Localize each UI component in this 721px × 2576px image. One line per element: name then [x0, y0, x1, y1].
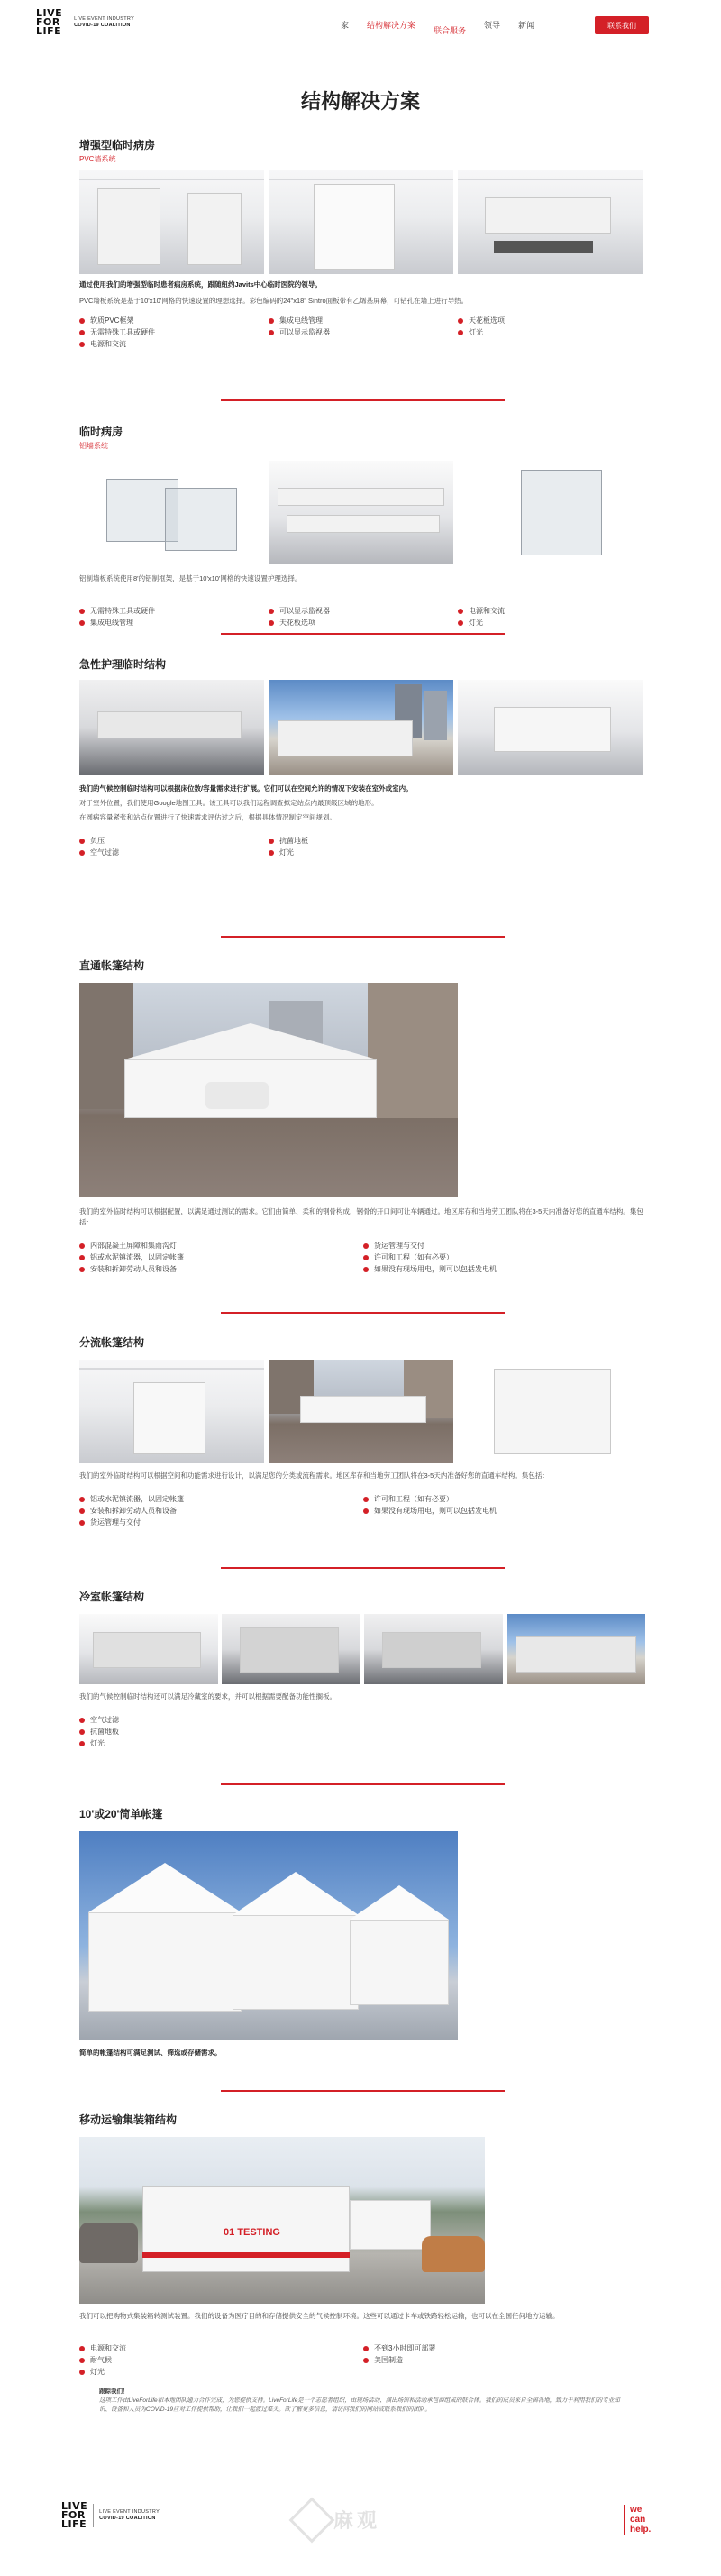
ward-image-1	[79, 170, 264, 274]
bullet-dot-icon	[269, 850, 274, 856]
list-item: 无需特殊工具或硬件	[79, 327, 269, 338]
section-paragraph: PVC墙板系统是基于10'x10'网格的快速设置的理想选择。彩色编码的24"x18" Sintro面板带有乙烯基屏幕，可钻孔在墙上进行导热。	[79, 297, 469, 305]
list-item: 货运管理与交付	[363, 1241, 647, 1251]
bullet-dot-icon	[79, 2346, 85, 2351]
section-paragraph: 在圆病容量紧张和站点位置进行了快速需求评估过之后，根据具体情况制定空间规划。	[79, 813, 336, 821]
logo-divider	[93, 2504, 94, 2527]
section-subtitle: 铝墙系统	[79, 442, 108, 450]
bullet-dot-icon	[363, 2346, 369, 2351]
list-item: 集成电线管理	[269, 316, 458, 326]
section-paragraph: 我们的室外临时结构可以根据配置，以满足通过测试的需求。它们由简单、柔和的钢骨构成，钢骨的开口间可让车辆通过。地区库存和当地劳工团队将在3-5天内准备好您的直通车结构。集包括：	[79, 1207, 643, 1226]
bullet-dot-icon	[363, 1255, 369, 1260]
bullet-dot-icon	[458, 318, 463, 324]
ward-image-2	[269, 170, 453, 274]
section-paragraph: 通过使用我们的增强型临时患者病房系统，跟随纽约Javits中心临时医院的领导。	[79, 280, 322, 289]
site-header	[0, 0, 721, 52]
list-item: 灯光	[79, 1738, 363, 1749]
list-item: 灯光	[79, 2367, 363, 2378]
section-mobile-container	[79, 2112, 647, 2378]
nav-home[interactable]: 家	[341, 21, 350, 30]
cold-room-image-4	[507, 1614, 645, 1684]
list-item: 如果没有现场用电，则可以包括发电机	[363, 1264, 647, 1275]
bullet-dot-icon	[458, 620, 463, 626]
list-item: 灯光	[269, 848, 458, 858]
footer-logo-tagline: LIVE EVENT INDUSTRY COVID-19 COALITION	[99, 2509, 160, 2521]
section-enhanced-ward	[79, 137, 647, 350]
list-item: 内部混凝土屏障和集雨沟灯	[79, 1241, 363, 1251]
feature-list	[79, 1494, 647, 1528]
nav-news[interactable]: 新闻	[518, 21, 535, 30]
section-divider	[221, 1312, 505, 1314]
list-item: 抗菌地板	[79, 1727, 363, 1737]
feature-list	[79, 606, 647, 628]
bullet-dot-icon	[79, 609, 85, 614]
bullet-dot-icon	[79, 1729, 85, 1735]
list-item: 集成电线管理	[79, 618, 269, 628]
footer-logo-wordmark: LIVE FOR LIFE	[61, 2500, 88, 2530]
list-item: 铝或水泥镇流器，以固定帐篷	[79, 1494, 363, 1505]
bullet-dot-icon	[269, 839, 274, 844]
list-item: 空气过滤	[79, 1715, 363, 1726]
triage-tent-image-3	[458, 1360, 643, 1463]
list-item: 不到3小时即可部署	[363, 2343, 647, 2354]
section-divider	[221, 936, 505, 938]
page-title: 结构解决方案	[300, 90, 420, 113]
list-item: 安装和拆卸劳动人员和设备	[79, 1264, 363, 1275]
bullet-dot-icon	[79, 1267, 85, 1272]
footnote-label: 跟踪我们！	[99, 2388, 129, 2395]
section-cold-room-tent	[79, 1589, 647, 1749]
bullet-dot-icon	[79, 1243, 85, 1249]
feature-list	[79, 836, 647, 858]
triage-tent-image-2	[269, 1360, 453, 1463]
ward-image-3	[458, 170, 643, 274]
nav-joint-services[interactable]: 联合服务	[434, 26, 467, 35]
nav-leadership[interactable]: 领导	[484, 21, 501, 30]
footnote-text	[99, 2388, 622, 2415]
cold-room-image-1	[79, 1614, 218, 1684]
footnote-body: 这项工作由LiveForLife和本地团队通力合作完成，为您提供支持。LiveForLife是一个志愿者组织，由现场活动、演出场馆和活动承包商组成的联合体。我们的成员来自全国各地，致力于利用我们的专业知识、设备和人员为COVID-19应对工作提供帮助，让我们一起渡过难关。欲了解更多信息，请访问我们的网站或联系我们的团队。	[99, 2397, 620, 2414]
main-nav	[341, 20, 552, 35]
list-item: 耐气候	[79, 2355, 363, 2366]
bullet-dot-icon	[269, 330, 274, 335]
list-item: 天花板选项	[458, 316, 647, 326]
bullet-dot-icon	[363, 1497, 369, 1502]
cold-room-image-3	[364, 1614, 503, 1684]
bullet-dot-icon	[79, 850, 85, 856]
nav-structure-solutions[interactable]: 结构解决方案	[367, 21, 416, 30]
section-paragraph: 简单的帐篷结构可满足测试、筛选或存储需求。	[79, 2049, 222, 2057]
list-item: 可以显示监视器	[269, 606, 458, 617]
acute-care-image-3	[458, 680, 643, 775]
acute-care-image-1	[79, 680, 264, 775]
list-item: 灯光	[458, 327, 647, 338]
bullet-dot-icon	[79, 2358, 85, 2363]
list-item: 许可和工程（如有必要）	[363, 1252, 647, 1263]
list-item: 安装和拆卸劳动人员和设备	[79, 1506, 363, 1517]
section-divider	[221, 399, 505, 401]
bullet-dot-icon	[79, 318, 85, 324]
section-drive-through-tent	[79, 958, 647, 1275]
bullet-dot-icon	[363, 2358, 369, 2363]
bullet-dot-icon	[79, 1497, 85, 1502]
bullet-dot-icon	[269, 318, 274, 324]
testing-sign: 01 TESTING	[224, 2227, 280, 2238]
watermark-logo-icon	[289, 2498, 335, 2544]
drive-through-tent-image	[79, 983, 458, 1197]
section-title: 增强型临时病房	[79, 139, 156, 151]
list-item: 可以显示监视器	[269, 327, 458, 338]
bullet-dot-icon	[79, 620, 85, 626]
bullet-dot-icon	[79, 330, 85, 335]
bullet-dot-icon	[79, 1508, 85, 1514]
bullet-dot-icon	[458, 330, 463, 335]
list-item: 电源和交流	[79, 2343, 363, 2354]
section-temporary-ward	[79, 424, 647, 628]
section-divider	[221, 1567, 505, 1569]
mobile-container-image	[79, 2137, 485, 2304]
bullet-dot-icon	[363, 1267, 369, 1272]
simple-tent-image	[79, 1831, 458, 2040]
section-acute-care	[79, 656, 647, 858]
section-title: 10'或20'简单帐篷	[79, 1808, 163, 1820]
list-item: 铝或水泥镇流器，以固定帐篷	[79, 1252, 363, 1263]
section-paragraph: 我们可以把购物式集装箱转测试装置。我们的设备为医疗目的和存储提供安全的气候控制环境。这些可以通过卡车或铁路轻松运输，也可以在全国任何地方运输。	[79, 2312, 560, 2320]
section-title: 分流帐篷结构	[79, 1336, 145, 1349]
contact-us-button[interactable]: 联系我们	[595, 16, 649, 34]
aluminum-ward-image-2	[269, 461, 453, 564]
list-item: 天花板选项	[269, 618, 458, 628]
brand-logo[interactable]	[36, 9, 134, 36]
feature-list	[79, 316, 647, 350]
bullet-dot-icon	[269, 609, 274, 614]
list-item: 无需特殊工具或硬件	[79, 606, 269, 617]
section-title: 急性护理临时结构	[79, 658, 167, 671]
bullet-dot-icon	[79, 1718, 85, 1723]
bullet-dot-icon	[363, 1508, 369, 1514]
bullet-dot-icon	[79, 1741, 85, 1746]
footer-tagline: we can help.	[624, 2505, 651, 2535]
section-divider	[221, 1783, 505, 1785]
section-paragraph: 我们的气候控制临时结构可以根据床位数/容量需求进行扩展。它们可以在空间允许的情况下安装在室外或室内。	[79, 784, 413, 793]
list-item: 如果没有现场用电，则可以包括发电机	[363, 1506, 647, 1517]
feature-list	[79, 1715, 647, 1749]
section-title: 临时病房	[79, 426, 123, 438]
watermark	[296, 2499, 422, 2541]
aluminum-ward-image-3	[458, 461, 643, 564]
list-item: 电源和交流	[79, 339, 269, 350]
bullet-dot-icon	[79, 2370, 85, 2375]
section-subtitle: PVC墙系统	[79, 155, 116, 163]
feature-list	[79, 1241, 647, 1275]
section-paragraph: 对于室外位置，我们使用Google地图工具。该工具可以我们远程调查拟定站点内最顶级区域的地形。	[79, 799, 379, 807]
list-item: 美国制造	[363, 2355, 647, 2366]
cold-room-image-2	[222, 1614, 360, 1684]
section-title: 直通帐篷结构	[79, 959, 145, 972]
feature-list	[79, 2343, 647, 2378]
section-title: 移动运输集装箱结构	[79, 2113, 178, 2126]
list-item: 空气过滤	[79, 848, 269, 858]
list-item: 负压	[79, 836, 269, 847]
logo-tagline: LIVE EVENT INDUSTRY COVID-19 COALITION	[74, 16, 135, 28]
bullet-dot-icon	[363, 1243, 369, 1249]
bullet-dot-icon	[79, 839, 85, 844]
list-item: 灯光	[458, 618, 647, 628]
bullet-dot-icon	[79, 1520, 85, 1526]
list-item: 软质PVC框架	[79, 316, 269, 326]
list-item: 电源和交流	[458, 606, 647, 617]
list-item: 抗菌地板	[269, 836, 458, 847]
footer-logo[interactable]	[61, 2502, 160, 2529]
bullet-dot-icon	[79, 1255, 85, 1260]
section-simple-tent	[79, 1806, 647, 2058]
list-item: 货运管理与交付	[79, 1517, 363, 1528]
triage-tent-image-1	[79, 1360, 264, 1463]
bullet-dot-icon	[79, 342, 85, 347]
section-paragraph: 铝制墙板系统使用8'的铝制框架，是基于10'x10'网格的快速设置护理选择。	[79, 574, 302, 582]
list-item: 许可和工程（如有必要）	[363, 1494, 647, 1505]
section-paragraph: 我们的气候控制临时结构还可以满足冷藏室的要求，并可以根据需要配备功能性搁板。	[79, 1692, 336, 1701]
bullet-dot-icon	[458, 609, 463, 614]
section-paragraph: 我们的室外临时结构可以根据空间和功能需求进行设计，以满足您的分类或流程需求。地区库存和当地劳工团队将在3-5天内准备好您的直通车结构。集包括：	[79, 1471, 549, 1480]
bullet-dot-icon	[269, 620, 274, 626]
section-divider	[221, 2090, 505, 2092]
section-title: 冷室帐篷结构	[79, 1591, 145, 1603]
logo-wordmark: LIVE FOR LIFE	[36, 7, 63, 37]
aluminum-ward-image-1	[79, 461, 264, 564]
section-triage-tent	[79, 1334, 647, 1528]
section-divider	[221, 633, 505, 635]
acute-care-image-2	[269, 680, 453, 775]
watermark-text: 麻观	[333, 2508, 381, 2532]
